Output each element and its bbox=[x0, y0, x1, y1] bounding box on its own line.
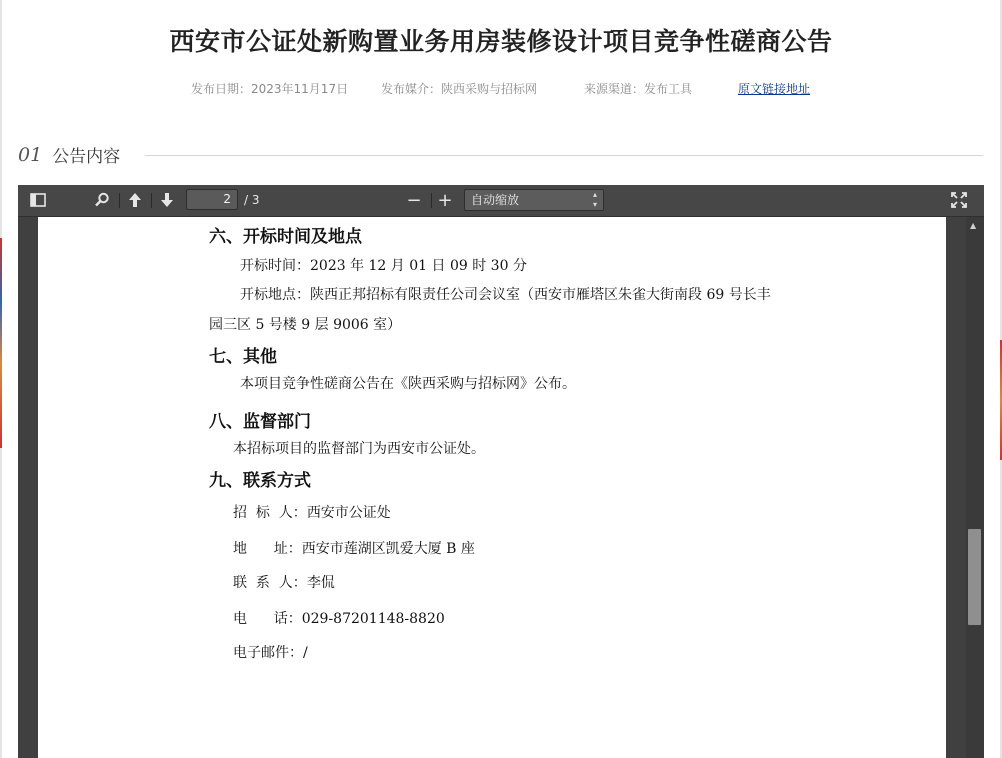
opening-time: 开标时间：2023 年 12 月 01 日 09 时 30 分 bbox=[240, 258, 527, 274]
fullscreen-icon[interactable] bbox=[946, 189, 972, 211]
pdf-page bbox=[38, 217, 946, 758]
page-title: 西安市公证处新购置业务用房装修设计项目竞争性磋商公告 bbox=[169, 27, 833, 56]
publish-date: 发布日期：2023年11月17日 bbox=[191, 82, 349, 96]
toolbar-separator bbox=[151, 193, 152, 208]
pdf-scrollbar[interactable] bbox=[966, 217, 984, 758]
zoom-out-button[interactable]: − bbox=[406, 189, 422, 211]
zoom-in-button[interactable]: + bbox=[437, 189, 453, 211]
contact-row bbox=[233, 502, 391, 522]
contact-label: 电子邮件： bbox=[233, 645, 303, 661]
search-icon[interactable] bbox=[89, 189, 115, 211]
contact-row bbox=[233, 538, 475, 558]
contact-value: 029-87201148-8820 bbox=[301, 611, 445, 627]
heading-supervise: 八、监督部门 bbox=[209, 412, 311, 432]
contact-value: 西安市莲湖区凯爱大厦 B 座 bbox=[301, 541, 475, 557]
heading-contact: 九、联系方式 bbox=[209, 471, 311, 491]
contact-row bbox=[233, 608, 445, 628]
contact-row bbox=[233, 642, 308, 662]
contact-label: 电 话： bbox=[233, 611, 302, 627]
contact-label: 招 标 人： bbox=[233, 505, 307, 521]
pdf-page-area[interactable] bbox=[18, 217, 984, 758]
publish-media: 发布媒介：陕西采购与招标网 bbox=[381, 82, 538, 96]
page-total: / 3 bbox=[244, 193, 260, 207]
select-arrows-icon: ▴ ▾ bbox=[592, 190, 597, 209]
sidebar-toggle-icon[interactable] bbox=[25, 189, 51, 211]
scroll-thumb[interactable] bbox=[968, 529, 981, 625]
pdf-toolbar bbox=[18, 185, 984, 217]
contact-value: 李侃 bbox=[306, 575, 335, 591]
zoom-select[interactable] bbox=[464, 189, 604, 211]
supervise-text: 本招标项目的监督部门为西安市公证处。 bbox=[233, 441, 485, 457]
arrow-up-icon[interactable] bbox=[122, 189, 148, 211]
contact-row bbox=[233, 572, 335, 592]
background-edge-left bbox=[0, 238, 2, 448]
contact-value: 西安市公证处 bbox=[306, 505, 391, 521]
contact-label: 地 址： bbox=[233, 541, 302, 557]
page-number-input[interactable]: 2 bbox=[186, 189, 238, 210]
section-number: 01 bbox=[18, 143, 43, 166]
contact-label: 联 系 人： bbox=[233, 575, 307, 591]
toolbar-separator bbox=[119, 193, 120, 208]
section-label: 公告内容 bbox=[52, 147, 121, 167]
heading-other: 七、其他 bbox=[209, 347, 277, 367]
opening-place: 开标地点：陕西正邦招标有限责任公司会议室（西安市雁塔区朱雀大街南段 69 号长丰 bbox=[240, 287, 771, 303]
other-text: 本项目竞争性磋商公告在《陕西采购与招标网》公布。 bbox=[240, 376, 576, 392]
original-link[interactable]: 原文链接地址 bbox=[738, 82, 811, 96]
source-channel: 来源渠道：发布工具 bbox=[584, 82, 693, 96]
contact-value: / bbox=[303, 645, 308, 661]
opening-place-cont: 园三区 5 号楼 9 层 9006 室） bbox=[209, 317, 402, 333]
section-header bbox=[18, 142, 120, 167]
heading-opening: 六、开标时间及地点 bbox=[209, 227, 362, 247]
scroll-up-icon[interactable]: ▲ bbox=[970, 221, 977, 230]
pdf-viewer bbox=[18, 185, 984, 758]
section-divider bbox=[145, 155, 983, 156]
arrow-down-icon[interactable] bbox=[154, 189, 180, 211]
zoom-value: 自动缩放 bbox=[471, 193, 520, 207]
